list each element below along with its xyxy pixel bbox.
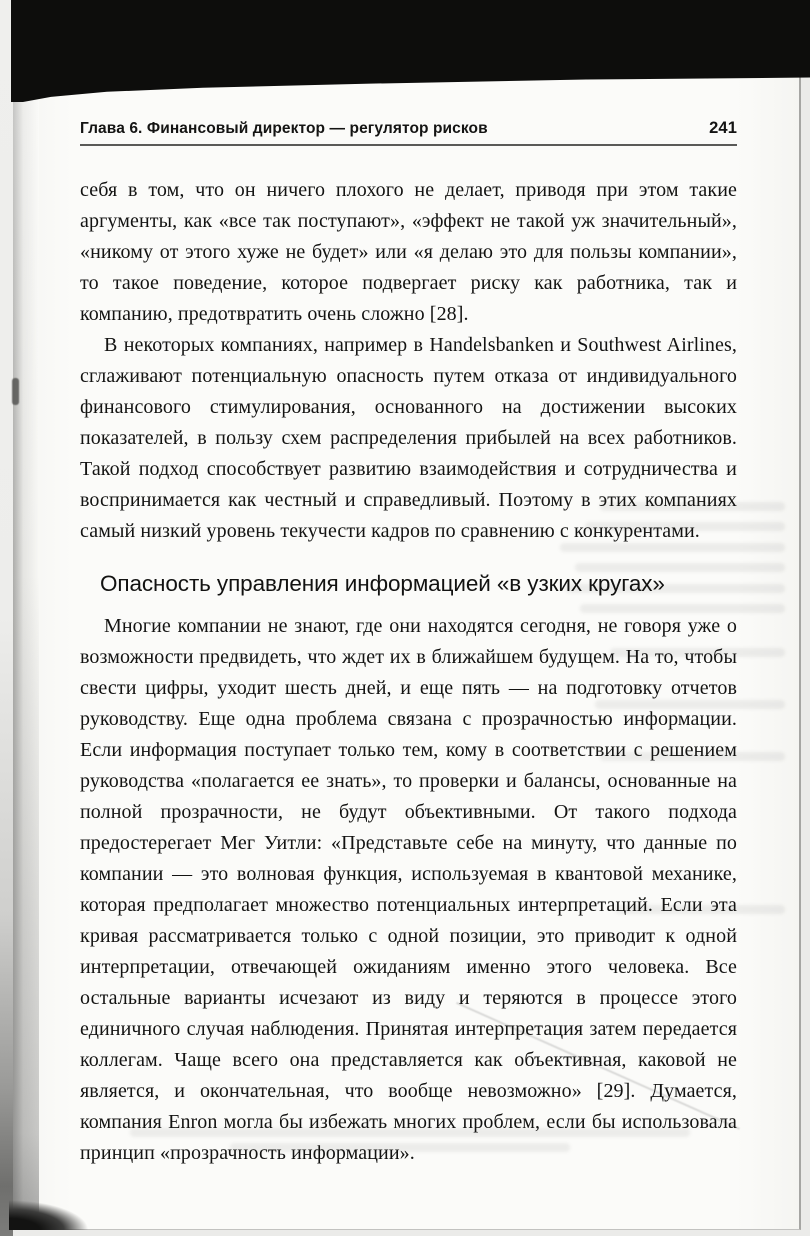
running-header <box>80 119 737 146</box>
section-heading: Опасность управления информацией «в узких кругах» <box>100 571 665 596</box>
chapter-title: Глава 6. Финансовый директор — регулятор рисков <box>80 120 488 137</box>
paragraph: Многие компании не знают, где они находятся сегодня, не говоря уже о возможности предвидеть, что ждет их в ближайшем будущем. На то, чтобы свести цифры, уходит шесть дней, и еще пять — на подготовку отчетов руководству. Еще одна проблема связана с прозрачностью информации. Если информация поступает только тем, кому в соответствии с решением руководства «полагается ее знать», то проверки и балансы, основанные на полной прозрачности, не будут объективными. От такого подхода предостерегает Мег Уитли: «Представьте себе на минуту, что данные по компании — это волновая функция, используемая в квантовой механике, которая предполагает множество потенциальных интерпретаций. Если эта кривая рассматривается только с одной позиции, это приводит к одной интерпретации, отвечающей ожиданиям именно этого человека. Все остальные варианты исчезают из виду и теряются в процессе этого единичного случая наблюдения. Принятая интерпретация затем передается коллегам. Чаще всего она представляется как объективная, каковой не является, и окончательная, что вообще невозможно» [29]. Думается, компания Enron могла бы избежать многих проблем, если бы использовала принцип «прозрачность информации». <box>80 615 737 1164</box>
paragraph: В некоторых компаниях, например в Handelsbanken и Southwest Airlines, сглаживают потенциальную опасность путем отказа от индивидуального финансового стимулирования, основанного на достижении высоких показателей, в пользу схем распределения прибылей на всех работников. Такой подход способствует развитию взаимодействия и сотрудничества и воспринимается как честный и справедливый. Поэтому в этих компаниях самый низкий уровень текучести кадров по сравнению с конкурентами. <box>80 334 737 542</box>
paragraph: себя в том, что он ничего плохого не делает, приводя при этом такие аргументы, как «все так поступают», «эффект не такой уж значительный», «никому от этого хуже не будет» или «я делаю это для пользы компании», то такое поведение, которое подвергает риску как работника, так и компанию, предотвратить очень сложно [28]. <box>80 179 737 325</box>
page-corner-shadow <box>9 1194 119 1230</box>
scan-background-left <box>0 0 13 1236</box>
page-edge-nick <box>12 378 19 405</box>
page-number: 241 <box>709 119 737 137</box>
body-text <box>80 175 737 1169</box>
page-spine-shade <box>13 38 39 1229</box>
